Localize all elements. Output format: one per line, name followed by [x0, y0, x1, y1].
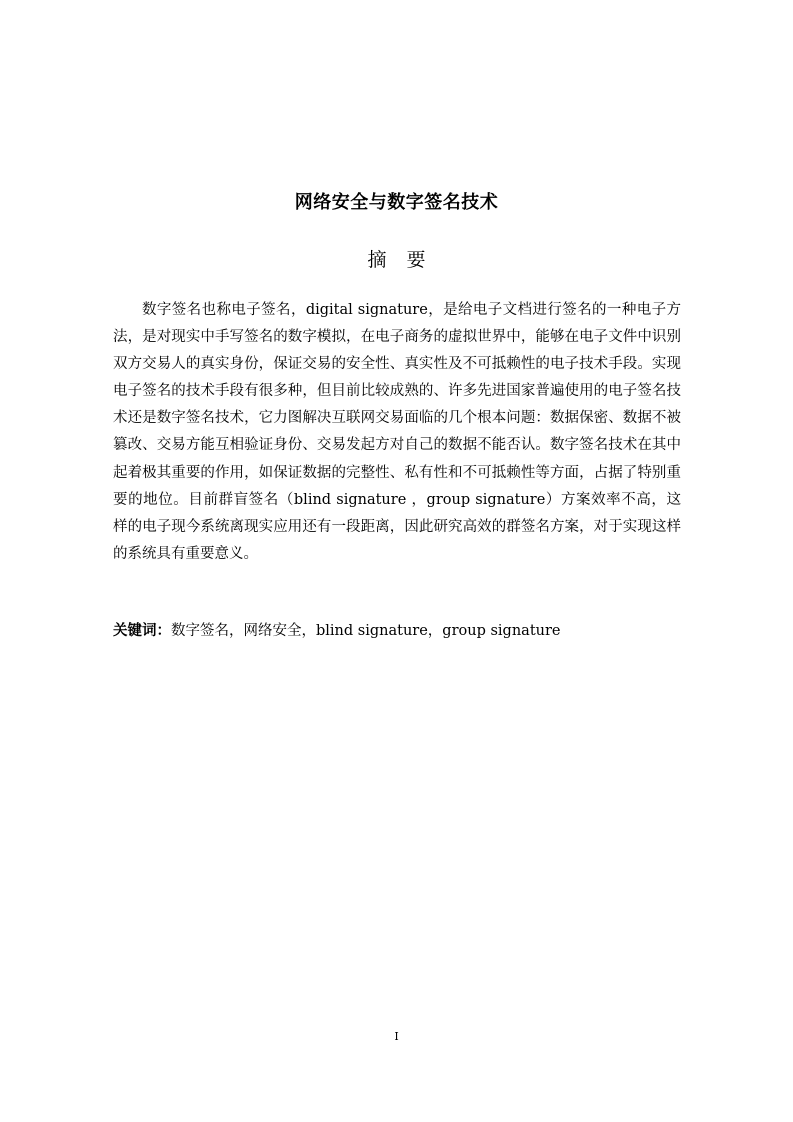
keywords-label: 关键词：: [113, 622, 171, 639]
abstract-heading: [0, 245, 793, 272]
document-title: 网络安全与数字签名技术: [294, 192, 499, 213]
abstract-heading-char-1: 摘: [367, 249, 387, 271]
page-number: I: [394, 1030, 399, 1043]
keywords-value: 数字签名，网络安全，blind signature，group signature: [171, 623, 561, 639]
keywords-line: [113, 620, 681, 642]
abstract-heading-char-2: 要: [406, 249, 426, 271]
abstract-body: 数字签名也称电子签名，digital signature，是给电子文档进行签名的一种电子方法，是对现实中手写签名的数字模拟，在电子商务的虚拟世界中，能够在电子文件中识别双方交易人的真实身份，保证交易的安全性、真实性及不可抵赖性的电子技术手段。实现电子签名的技术手段有很多种，但目前比较成熟的、许多先进国家普遍使用的电子签名技术还是数字签名技术，它力图解决互联网交易面临的几个根本问题：数据保密、数据不被篡改、交易方能互相验证身份、交易发起方对自己的数据不能否认。数字签名技术在其中起着极其重要的作用，如保证数据的完整性、私有性和不可抵赖性等方面，占据了特别重要的地位。目前群盲签名（blind signature ，group signature）方案效率不高，这样的电子现今系统离现实应用还有一段距离，因此研究高效的群签名方案，对于实现这样的系统具有重要意义。: [113, 302, 681, 562]
